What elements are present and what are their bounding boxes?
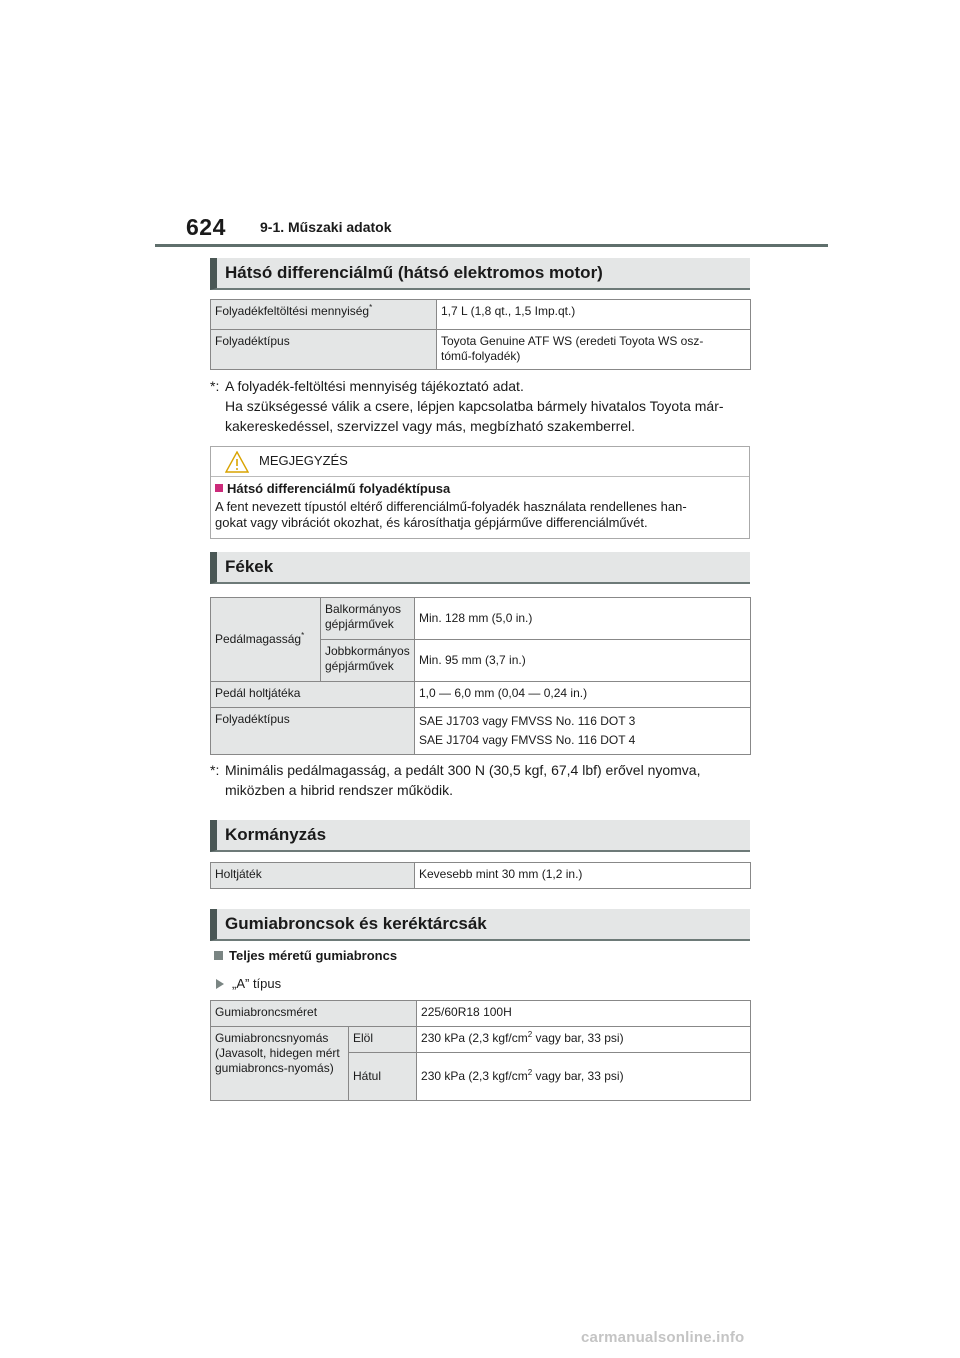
pedal-free-play-value: 1,0 — 6,0 mm (0,04 — 0,24 in.)	[415, 682, 751, 708]
tire-size-value: 225/60R18 100H	[417, 1001, 751, 1027]
square-bullet-icon	[214, 951, 223, 960]
footnote-pedal-height: *: Minimális pedálmagasság, a pedált 300 N (30,5 kgf, 67,4 lbf) erővel nyomva, miközben a hibrid rendszer működik.	[210, 762, 701, 798]
rhd-label: Jobbkormányos gépjárművek	[321, 640, 415, 682]
tire-size-label: Gumiabroncsméret	[211, 1001, 417, 1027]
rear-label: Hátul	[349, 1053, 417, 1101]
footnote-fill-capacity: *: A folyadék-feltöltési mennyiség tájékoztató adat. Ha szükségessé válik a csere, lépjen kapcsolatba bármely hivatalos Toyota már- kakereskedéssel, szervizzel vagy más, megbízható szakemberrel.	[210, 378, 724, 434]
warning-triangle-icon	[225, 451, 249, 473]
brake-fluid-value: SAE J1703 vagy FMVSS No. 116 DOT 3 SAE J1704 vagy FMVSS No. 116 DOT 4	[415, 708, 751, 755]
tire-table	[210, 1000, 751, 1101]
table-row	[211, 330, 751, 370]
lhd-value: Min. 128 mm (5,0 in.)	[415, 598, 751, 640]
tire-type-item: „A” típus	[216, 976, 281, 991]
brake-fluid-label: Folyadéktípus	[211, 708, 415, 755]
header-rule	[155, 244, 828, 247]
front-pressure-value: 230 kPa (2,3 kgf/$cm^2$ vagy bar, 33 psi)	[417, 1027, 751, 1053]
fill-capacity-value: 1,7 L (1,8 qt., 1,5 Imp.qt.)	[437, 300, 751, 330]
fill-capacity-label: Folyadékfeltöltési mennyiség*	[211, 300, 437, 330]
rhd-value: Min. 95 mm (3,7 in.)	[415, 640, 751, 682]
free-play-value: Kevesebb mint 30 mm (1,2 in.)	[415, 863, 751, 889]
free-play-label: Holtjáték	[211, 863, 415, 889]
fluid-type-value: Toyota Genuine ATF WS (eredeti Toyota WS osz- tómű-folyadék)	[437, 330, 751, 370]
table-row	[211, 1027, 751, 1053]
notice-body: A fent nevezett típustól eltérő differenciálmű-folyadék használata rendellenes han- gokat vagy vibrációt okozhat, és károsíthatja gépjárműve differenciálművét.	[215, 499, 687, 530]
section-heading-rear-differential: Hátsó differenciálmű (hátsó elektromos motor)	[210, 258, 750, 290]
table-row	[211, 300, 751, 330]
table-row	[211, 682, 751, 708]
pedal-height-label: Pedálmagasság*	[211, 598, 321, 682]
front-label: Elöl	[349, 1027, 417, 1053]
notice-title: MEGJEGYZÉS	[259, 453, 348, 468]
brakes-table	[210, 597, 751, 755]
section-heading-brakes: Fékek	[210, 552, 750, 584]
pedal-free-play-label: Pedál holtjátéka	[211, 682, 415, 708]
lhd-label: Balkormányos gépjárművek	[321, 598, 415, 640]
notice-subtitle: Hátsó differenciálmű folyadéktípusa	[215, 481, 450, 496]
rear-pressure-value: 230 kPa (2,3 kgf/$cm^2$ vagy bar, 33 psi)	[417, 1053, 751, 1101]
rear-diff-table	[210, 299, 751, 370]
section-heading-tires: Gumiabroncsok és keréktárcsák	[210, 909, 750, 941]
arrow-bullet-icon	[216, 979, 224, 989]
fluid-type-label: Folyadéktípus	[211, 330, 437, 370]
table-row	[211, 863, 751, 889]
table-row	[211, 1001, 751, 1027]
page-number: 624	[186, 214, 226, 240]
square-bullet-icon	[215, 484, 223, 492]
table-row	[211, 598, 751, 640]
notice-box	[210, 446, 750, 539]
tire-subheading: Teljes méretű gumiabroncs	[214, 948, 397, 963]
running-title: 9-1. Műszaki adatok	[260, 219, 392, 235]
section-heading-steering: Kormányzás	[210, 820, 750, 852]
table-row	[211, 708, 751, 755]
watermark: carmanualsonline.info	[581, 1329, 745, 1346]
steering-table	[210, 862, 751, 889]
tire-pressure-label: Gumiabroncsnyomás (Javasolt, hidegen mért gumiabroncs-nyomás)	[211, 1027, 349, 1101]
